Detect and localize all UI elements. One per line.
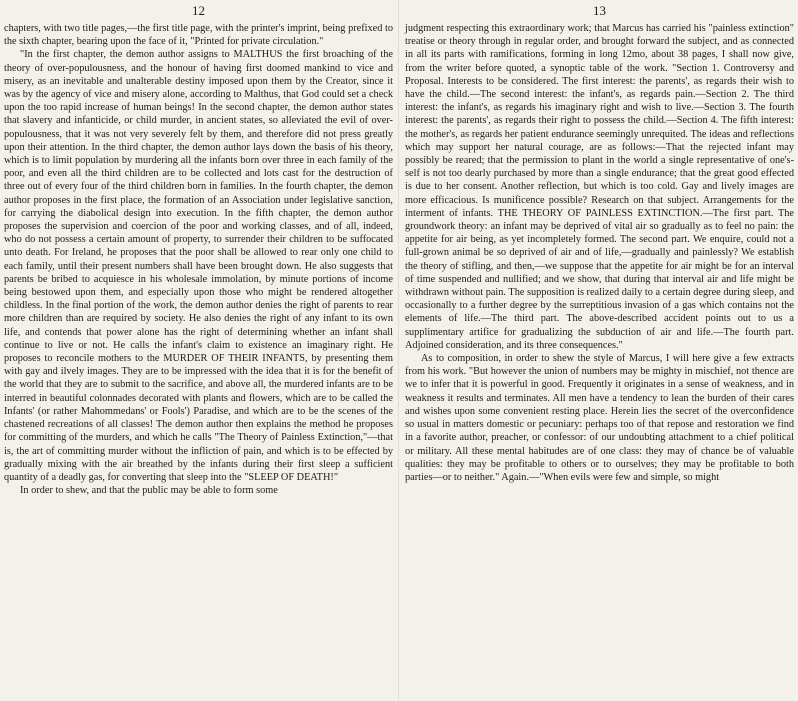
right-page-text [405, 22, 794, 484]
paragraph: judgment respecting this extraordinary work; that Marcus has carried his "painless extinction" treatise or theory through in regular order, and brought forward the subject, and as connected in all its parts with ramifications, forming in long 12mo, about 38 pages, I shall now give, from the writer before quoted, a synoptic table of the work. "Section 1. Controversy and Proposal. Interests to be considered. The first interest: the parents', as regards their wish to have the child.—The second interest: the infant's, as regards pain.—Section 2. The third interest: the infant's, as regards his imaginary right and wish to live.—Section 3. The fourth interest: the parents', as regards their right to possess the child.—Section 4. The fifth interest: the mother's, as regards her patient endurance seemingly unrequited. The ideas and reflections which may support her natural courage, are as follows:—That the rejected infant may possibly be reared; that the permission to plant in the world a single representative of one's-self is not too dearly purchased by more than a single endurance; that the great good effected is due to her consent. Another reflection, but which is too cold. Gay and lively images are more efficacious. Is munificence possible? Research on that subject. Arrangements for the interment of infants. THE THEORY OF PAINLESS EXTINCTION.—The first part. The groundwork theory: an infant may be deprived of vital air so gradually as to feel no pain: the appetite for air being, as yet incompletely formed. The second part. We enquire, could not a full-grown animal be so deprived of air and of life,—gradually and painlessly? We establish the theory of stifling, and then,—we suppose that the appetite for air might be for an interval of time suspended and nullified; and we show, that during that interval air and life might be withdrawn without pain. The supposition is realized daily to a certain degree during sleep, and occasionally to a further degree by the surreptitious invasion of a gas which contains not the elements of life.—The third part. The above-described accident points out to us a supplimentary artifice for gradualizing the subduction of air and life.—The fourth part. Adjoined consideration, and its three consequences." [405, 23, 794, 351]
page-number: 13 [593, 3, 606, 18]
paragraph: As to composition, in order to shew the style of Marcus, I will here give a few extracts from his work. "But however the union of numbers may be mighty in mischief, not thence are we to infer that it is powerful in good. Frequently it originates in a sense of weakness, and in weakness it results and terminates. All men have a tendency to lean the burden of their cares and wishes upon some convenient resting place. Herein lies the secret of the overconfidence so usual in matters domestic or pecuniary: perhaps too of that repose and restoration we find in a favorite author, preacher, or confessor: of our undoubting attachment to a chief political or military. All these mental habitudes are of one class: they may of chance be of valuable qualities: they may be profitable to others or to ourselves; they may be profitable to both parties—or to neither." Again.—"When evils were few and simple, so might [405, 353, 794, 483]
left-page-text [4, 22, 393, 497]
page-number: 12 [192, 3, 205, 18]
paragraph: In order to shew, and that the public may be able to form some [20, 485, 278, 497]
paragraph: chapters, with two title pages,—the first title page, with the printer's imprint, being prefixed to the sixth chapter, bearing upon the face of it, "Printed for private circulation." [4, 23, 393, 48]
paragraph: "In the first chapter, the demon author assigns to MALTHUS the first broaching of the theory of over-populousness, and the honour of having first doomed mankind to vice and misery, as an inevitable and unalterable destiny imposed upon them by the Creator, since it was by the agency of vice and misery alone, according to Malthus, that God could set a check upon the too rapid increase of human beings! In the second chapter, the demon author states that slavery and infanticide, or child murder, in ancient states, so alleviated the evil of over-populousness, that it was not very severely felt by them, and therefore did not press greatly upon their attention. In the third chapter, the demon author lays down the basis of his theory, which is to limit population by murdering all the infants born over three in each family of the poor, and even all the third children are to be collected and lots cast for the destruction of three out of every four of the third children born in families. In the fourth chapter, the demon author proposes in the first place, the formation of an Association under legislative sanction, for carrying the diabolical design into execution. In the fifth chapter, the demon author proposes the supervision and coercion of the poor and working classes, and of all, indeed, who do not possess a certain amount of property, to surrender their children to be suffocated unto death. For Ireland, he proposes that the poor shall be allowed to rear only one child to each family, until their present numbers shall have been brought down. He also suggests that parents be bribed to acquiesce in his wholesale immolation, by minute portions of income being bestowed upon them, and especially upon those who might be rendered altogether childless. In the final portion of the work, the demon author denies the right of parents to rear more children than are required by society. He also denies the right of any infant to its own life, and contends that power alone has the right of determining whether an infant shall continue to live or not. He calls the infant's claim to existence an imaginary right. He proposes to reconcile mothers to the MURDER OF THEIR INFANTS, by presenting them with gay and ilvely images. They are to be impressed with the idea that it is for the benefit of the world that they are to submit to the sacrifice, and above all, the murdered infants are to be interred in beautiful colonnades decorated with plants and flowers, which are to be called the Infants' (or rather Mahommedans' or Fools') Paradise, and which are to be the scenes of the chastened recreations of all classes! The demon author then explains the method he proposes for committing of the murders, and which he calls "The Theory of Painless Extinction,"—that is, the art of committing murder without the infliction of pain, and which is to be effected by gradually mixing with the air breathed by the infants during their first sleep a sufficient quantity of a deadly gas, for converting that sleep into the "SLEEP OF DEATH!" [4, 49, 393, 483]
right-page [399, 0, 798, 701]
